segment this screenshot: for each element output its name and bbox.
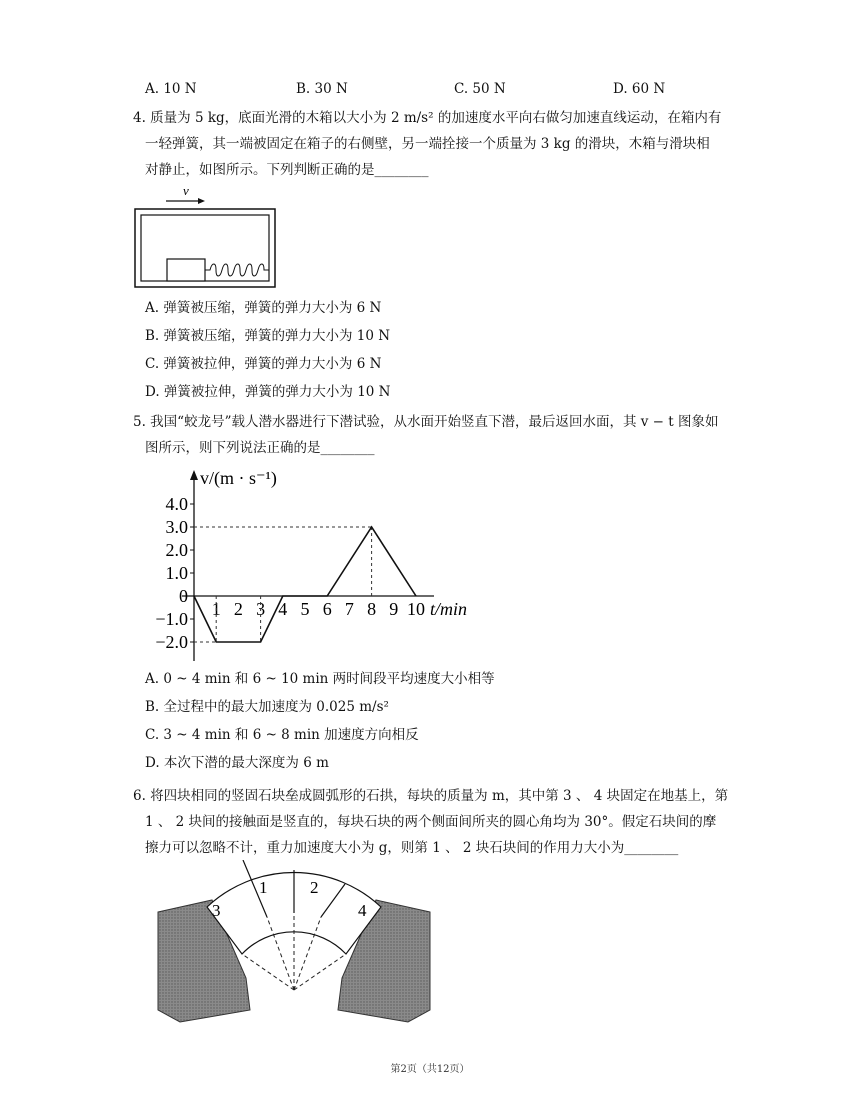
vt-series-line [194,527,416,642]
box-spring-figure [130,182,280,292]
q4-option-d: D. 弹簧被拉伸，弹簧的弹力大小为 10 N [145,384,391,400]
q5-option-d: D. 本次下潜的最大深度为 6 m [145,755,329,771]
block-label-1: 1 [259,878,268,897]
q6-stem-line3: 擦力可以忽略不计，重力加速度大小为 g，则第 1 、 2 块石块间的作用力大小为________ [145,840,679,856]
q3-option-a: A. 10 N [145,81,197,97]
x-axis-label: t/min [430,599,468,619]
q4-option-c: C. 弹簧被拉伸，弹簧的弹力大小为 6 N [145,356,382,372]
q5-option-a: A. 0 ~ 4 min 和 6 ~ 10 min 两时间段平均速度大小相等 [145,671,495,687]
velocity-arrowhead [198,198,205,204]
q5-option-c: C. 3 ~ 4 min 和 6 ~ 8 min 加速度方向相反 [145,727,419,743]
y-tick-label: 4.0 [165,494,188,514]
q6-stem-line1: 6. 将四块相同的竖固石块垒成圆弧形的石拱，每块的质量为 m，其中第 3 、 4 块固定在地基上，第 [133,788,729,804]
q3-option-d: D. 60 N [613,81,666,97]
vt-chart [140,462,480,667]
x-tick-label: 4 [278,599,288,619]
y-axis-label: v/(m · s⁻¹) [200,468,277,488]
x-tick-label: 10 [407,599,425,619]
block-label-2: 2 [310,878,319,897]
q3-option-c: C. 50 N [454,81,506,97]
y-axis-arrow [190,470,198,480]
q5-option-b: B. 全过程中的最大加速度为 0.025 m/s² [145,699,389,715]
x-tick-label: 7 [344,599,354,619]
x-tick-label: 5 [300,599,310,619]
slider-block [167,259,205,281]
q3-option-b: B. 30 N [296,81,348,97]
block-label-4: 4 [358,901,367,920]
y-tick-label: 0 [179,586,188,606]
q5-stem-line2: 图所示，则下列说法正确的是________ [145,440,375,456]
page-footer: 第2页（共12页） [390,1064,470,1075]
y-tick-label: −1.0 [155,609,188,629]
q5-stem-line1: 5. 我国“蛟龙号”载人潜水器进行下潜试验，从水面开始竖直下潜，最后返回水面，其 v − t 图象如 [133,414,719,430]
x-tick-label: 6 [322,599,332,619]
x-tick-label: 9 [389,599,399,619]
q4-stem-line3: 对静止，如图所示。下列判断正确的是________ [145,162,429,178]
q4-option-b: B. 弹簧被压缩，弹簧的弹力大小为 10 N [145,328,391,344]
q6-stem-line2: 1 、 2 块间的接触面是竖直的，每块石块的两个侧面间所夹的圆心角均为 30°。假定石块间的摩 [145,814,717,830]
x-tick-label: 2 [233,599,243,619]
spring [205,264,269,276]
y-tick-label: 1.0 [165,563,188,583]
y-tick-label: 3.0 [165,517,188,537]
x-tick-label: 8 [367,599,377,619]
y-tick-label: −2.0 [155,632,188,652]
velocity-label: v [183,183,189,198]
y-tick-label: 2.0 [165,540,188,560]
x-tick-label: 3 [256,599,266,619]
block-label-3: 3 [212,901,221,920]
stone-arch-figure [150,860,440,1025]
q4-stem-line2: 一轻弹簧，其一端被固定在箱子的右侧壁，另一端拴接一个质量为 3 kg 的滑块，木箱与滑块相 [145,136,710,152]
q4-option-a: A. 弹簧被压缩，弹簧的弹力大小为 6 N [145,300,382,316]
x-tick-label: 1 [211,599,221,619]
q4-stem-line1: 4. 质量为 5 kg，底面光滑的木箱以大小为 2 m/s² 的加速度水平向右做匀加速直线运动，在箱内有 [133,110,722,126]
